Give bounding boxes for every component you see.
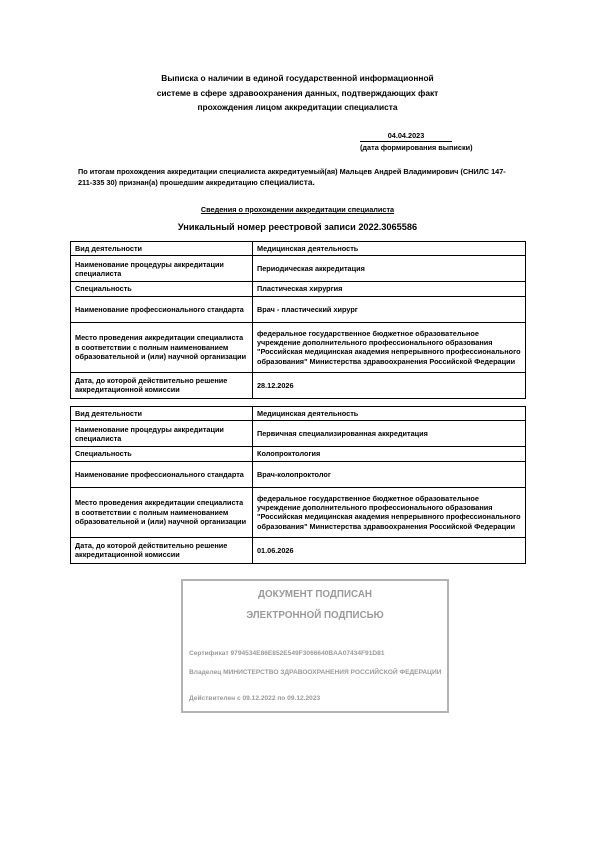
title-line: Выписка о наличии в единой государственной информационной (161, 73, 434, 83)
table-row (71, 372, 526, 398)
row-value: Врач-колопроктолог (253, 461, 526, 487)
stamp-owner: Владелец МИНИСТЕРСТВО ЗДРАВООХРАНЕНИЯ РОССИЙСКОЙ ФЕДЕРАЦИИ (189, 669, 442, 676)
intro-text: По итогам прохождения аккредитации специалиста аккредитуемый(ая) Мальцев Андрей Владимирович (СНИЛС 147-211-335 30) признан(а) прошедшим аккредитацию (78, 167, 506, 187)
row-label: Дата, до которой действительно решение аккредитационной комиссии (71, 372, 253, 398)
title-line: прохождения лицом аккредитации специалиста (197, 102, 398, 112)
row-label: Наименование процедуры аккредитации специалиста (71, 256, 253, 282)
row-label: Место проведения аккредитации специалиста в соответствии с полным наименованием образовательной и (или) научной организации (71, 322, 253, 372)
issue-date-caption: (дата формирования выписки) (360, 143, 473, 152)
row-value: Периодическая аккредитация (253, 256, 526, 282)
date-underline (360, 141, 452, 142)
row-label: Наименование процедуры аккредитации специалиста (71, 421, 253, 447)
row-value: федеральное государственное бюджетное образовательное учреждение дополнительного профессионального образования "Российская медицинская академия непрерывного профессионального образования" Министерства здравоохранения Российской Федерации (253, 487, 526, 537)
table-row (71, 447, 526, 461)
title-line: системе в сфере здравоохранения данных, подтверждающих факт (156, 87, 439, 98)
row-value: Пластическая хирургия (253, 282, 526, 296)
stamp-subheading: ЭЛЕКТРОННОЙ ПОДПИСЬЮ (246, 610, 384, 621)
table-row (71, 322, 526, 372)
table-row (71, 242, 526, 256)
row-value: 28.12.2026 (253, 372, 526, 398)
row-value: Медицинская деятельность (253, 407, 526, 421)
row-label: Вид деятельности (71, 407, 253, 421)
electronic-signature-stamp (181, 579, 449, 713)
row-label: Специальность (71, 282, 253, 296)
accreditation-table-2 (70, 406, 526, 564)
table-row (71, 407, 526, 421)
table-row (71, 537, 526, 563)
row-value: Первичная специализированная аккредитация (253, 421, 526, 447)
table-row (71, 282, 526, 296)
document-title (70, 71, 525, 115)
section-title: Сведения о прохождении аккредитации специалиста (200, 205, 395, 214)
table-row (71, 487, 526, 537)
issue-date: 04.04.2023 (387, 131, 425, 140)
table-row (71, 256, 526, 282)
row-label: Место проведения аккредитации специалиста в соответствии с полным наименованием образовательной и (или) научной организации (71, 487, 253, 537)
intro-paragraph (78, 166, 518, 188)
row-value: 01.06.2026 (253, 537, 526, 563)
row-label: Наименование профессионального стандарта (71, 296, 253, 322)
row-value: Врач - пластический хирург (253, 296, 526, 322)
table-row (71, 421, 526, 447)
row-label: Наименование профессионального стандарта (71, 461, 253, 487)
issue-date-block (360, 131, 473, 152)
intro-emphasis: специалиста. (259, 177, 315, 187)
table-row (71, 296, 526, 322)
row-value: федеральное государственное бюджетное образовательное учреждение дополнительного профессионального образования "Российская медицинская академия непрерывного профессионального образования" Министерства здравоохранения Российской Федерации (253, 322, 526, 372)
row-value: Колопроктология (253, 447, 526, 461)
row-label: Дата, до которой действительно решение аккредитационной комиссии (71, 537, 253, 563)
row-value: Медицинская деятельность (253, 242, 526, 256)
table-row (71, 461, 526, 487)
accreditation-table-1 (70, 241, 526, 399)
registry-number: Уникальный номер реестровой записи 2022.3065586 (177, 222, 418, 232)
row-label: Специальность (71, 447, 253, 461)
row-label: Вид деятельности (71, 242, 253, 256)
stamp-certificate: Сертификат 9794534E86E852E549F3066640BAA07434F91D81 (189, 650, 385, 657)
stamp-validity: Действителен с 09.12.2022 по 09.12.2023 (189, 695, 321, 702)
stamp-heading: ДОКУМЕНТ ПОДПИСАН (258, 589, 372, 600)
